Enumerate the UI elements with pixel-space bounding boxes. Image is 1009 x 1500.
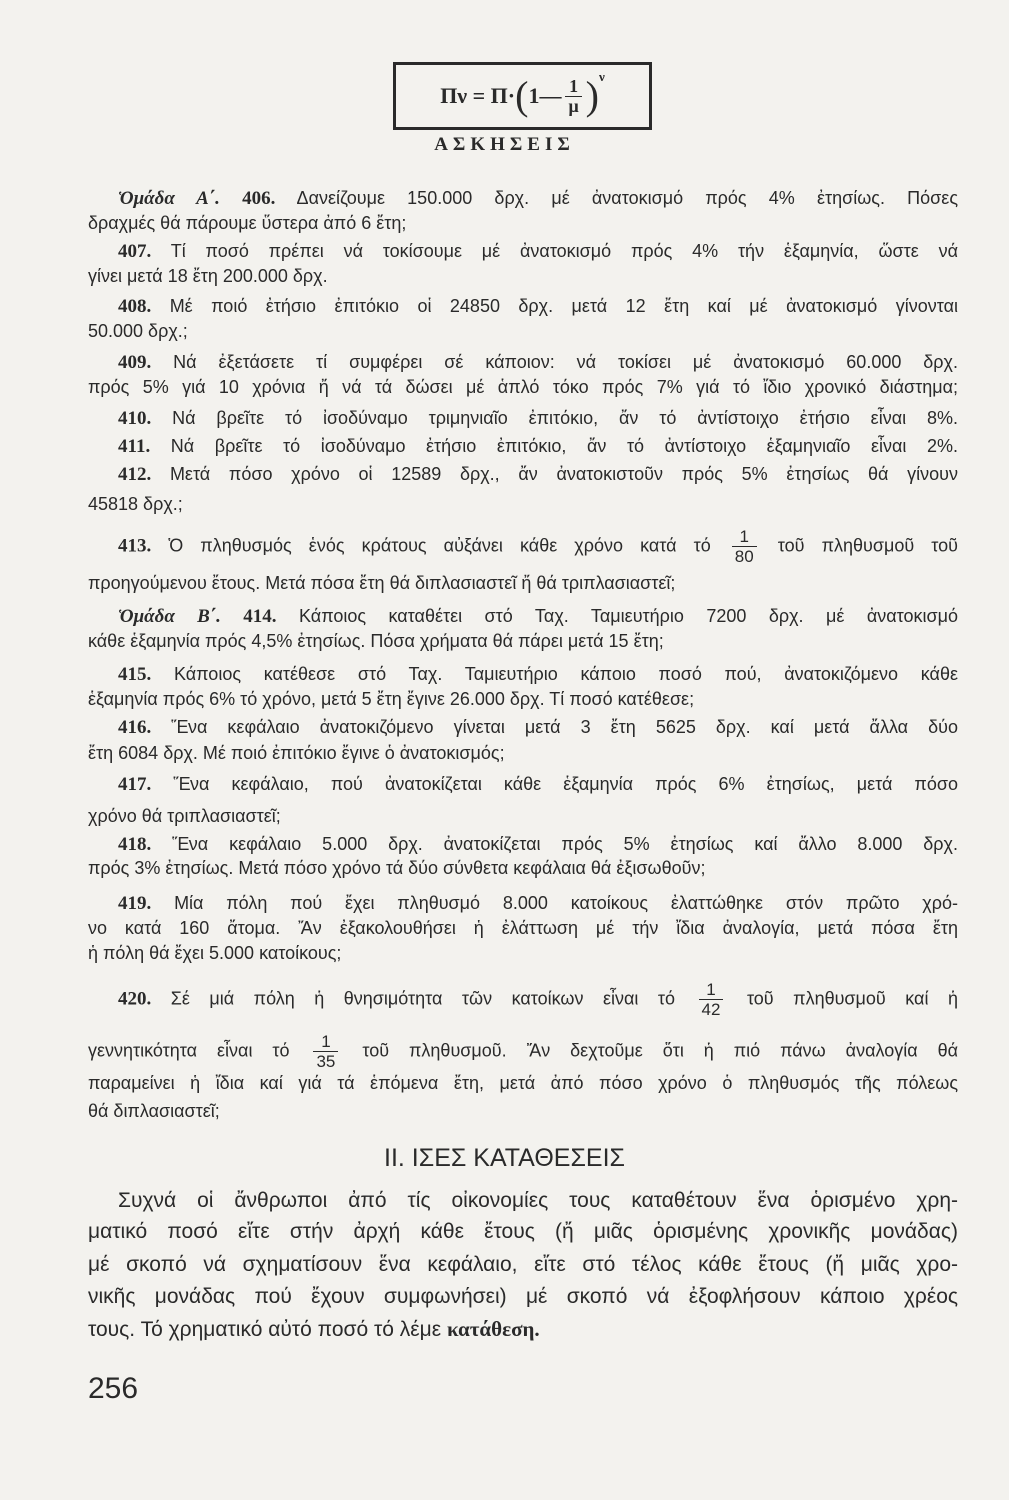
ex-409-line2: πρός 5% γιά 10 χρόνια ἤ νά τά δώσει μέ ἁπλό τόκο πρός 7% γιά τό ἴδιο χρονικό διάστημα; (88, 377, 958, 397)
frac-num: 1 (321, 1032, 331, 1051)
ex-410-line (118, 407, 958, 430)
ex-420-line4: θά διπλασιαστεῖ; (88, 1101, 220, 1121)
exercise-number: 416. (118, 717, 152, 738)
formula-one: 1— (528, 83, 562, 108)
para-text: τους. Τό χρηματικό αὐτό ποσό τό λέμε (88, 1318, 442, 1341)
frac-den: 80 (732, 546, 757, 566)
exercise-number: 420. (118, 988, 152, 1010)
formula-paren-close: ) (585, 73, 599, 118)
frac-num: 1 (569, 75, 579, 96)
ex-413-line2: προηγούμενου ἔτους. Μετά πόσα ἔτη θά διπλασιαστεῖ ἤ θά τριπλασιαστεῖ; (88, 573, 676, 593)
exercise-number: 417. (118, 774, 152, 795)
ex-420-line3: παραμείνει ἡ ἴδια καί γιά τά ἑπόμενα ἔτη, μετά ἀπό πόσο χρόνο ὁ πληθυσμός τῆς πόλεως (88, 1073, 958, 1093)
formula-paren-open: ( (515, 73, 529, 118)
ex-419-line (118, 892, 958, 915)
exercise-number: 413. (118, 535, 152, 557)
ex-420-line (118, 980, 958, 1019)
term-bold: κατάθεση. (446, 1317, 540, 1341)
ex-417-line (118, 773, 958, 796)
ex-407-line (118, 240, 958, 263)
formula-exponent: ν (599, 69, 605, 84)
exercise-text: Σέ μιά πόλη ἡ θνησιμότητα τῶν κατοίκων εἶναι τό (170, 988, 676, 1009)
formula-box (393, 62, 652, 130)
ex-415-line (118, 663, 958, 686)
ex-411-line (118, 435, 958, 458)
ex-408-line2: 50.000 δρχ.; (88, 321, 188, 341)
exercise-number: 414. (243, 606, 277, 627)
section-para-line: νικῆς μονάδας πού ἔχουν συμφωνήσει) μέ σκοπό νά ἐξοφλήσουν κάποιο χρέος (88, 1285, 958, 1308)
exercise-number: 412. (118, 464, 152, 485)
ex-412-line (118, 463, 958, 486)
exercise-text: Νά βρεῖτε τό ἰσοδύναμο τριμηνιαῖο ἐπιτόκιο, ἄν τό ἀντίστοιχο ἐτήσιο εἶναι 8%. (172, 408, 958, 428)
ex-418-line2: πρός 3% ἐτησίως. Μετά πόσο χρόνο τά δύο σύνθετα κεφάλαια θά ἐξισωθοῦν; (88, 858, 706, 878)
ex-419-line2: νο κατά 160 ἄτομα. Ἄν ἐξακολουθήσει ἡ ἐλάττωση μέ τήν ἴδια ἀναλογία, μετά πόσα ἔτη (88, 918, 958, 938)
ex-409-line (118, 351, 958, 374)
frac-num: 1 (706, 980, 716, 999)
ex-420-line2 (88, 1032, 958, 1071)
ex-407-line2: γίνει μετά 18 ἔτη 200.000 δρχ. (88, 266, 328, 286)
exercise-text: τοῦ πληθυσμοῦ. Ἄν δεχτοῦμε ὅτι ἡ πιό πάνω ἀναλογία θά (362, 1040, 958, 1061)
ex-408-line (118, 295, 958, 318)
exercise-text: Ἕνα κεφάλαιο ἀνατοκιζόμενο γίνεται μετά 3 ἔτη 5625 δρχ. καί μετά ἄλλα δύο (171, 717, 958, 737)
section-heading: II. ΙΣΕΣ ΚΑΤΑΘΕΣΕΙΣ (384, 1144, 625, 1172)
exercise-text: Μία πόλη πού ἔχει πληθυσμό 8.000 κατοίκους ἐλαττώθηκε στόν πρῶτο χρό- (174, 893, 958, 913)
exercise-text: Μέ ποιό ἐτήσιο ἐπιτόκιο οἱ 24850 δρχ. μετά 12 ἔτη καί μέ ἀνατοκισμό γίνονται (169, 296, 958, 316)
exercise-text: Τί ποσό πρέπει νά τοκίσουμε μέ ἀνατοκισμό πρός 4% τήν ἑξαμηνία, ὥστε νά (170, 241, 958, 261)
exercises-title: ΑΣΚΗΣΕΙΣ (434, 134, 575, 155)
frac-den: 35 (313, 1051, 338, 1071)
section-para-line: μέ σκοπό νά σχηματίσουν ἕνα κεφάλαιο, εἴτε στό τέλος κάθε ἔτους (ἤ μιᾶς χρο- (88, 1253, 958, 1276)
exercise-text: Δανείζουμε 150.000 δρχ. μέ ἀνατοκισμό πρός 4% ἐτησίως. Πόσες (296, 188, 958, 208)
exercise-text: γεννητικότητα εἶναι τό (88, 1040, 290, 1061)
formula-fraction (565, 77, 581, 116)
section-para-line: Συχνά οἱ ἄνθρωποι ἀπό τίς οἰκονομίες τους καταθέτουν ἕνα ὁρισμένο χρη- (118, 1189, 958, 1212)
exercise-text: τοῦ πληθυσμοῦ καί ἡ (746, 988, 958, 1009)
fraction-1-80 (732, 527, 757, 566)
ex-417-line2: χρόνο θά τριπλασιαστεῖ; (88, 806, 281, 826)
exercise-text: Κάποιος κατέθεσε στό Ταχ. Ταμιευτήριο κάποιο ποσό πού, ἀνατοκιζόμενο κάθε (173, 664, 958, 684)
ex-416-line (118, 716, 958, 739)
exercise-number: 418. (118, 834, 152, 855)
exercise-number: 415. (118, 664, 152, 685)
frac-den: 42 (699, 999, 724, 1019)
exercise-number: 410. (118, 408, 152, 429)
exercise-text: Ἕνα κεφάλαιο, πού ἀνατοκίζεται κάθε ἑξαμηνία πρός 6% ἐτησίως, μετά πόσο (173, 774, 958, 794)
section-para-line (88, 1316, 958, 1343)
page-number: 256 (88, 1372, 139, 1405)
ex-406-line2: δραχμές θά πάρουμε ὕστερα ἀπό 6 ἔτη; (88, 213, 407, 233)
exercise-number: 406. (242, 188, 276, 209)
ex-418-line (118, 833, 958, 856)
group-b-label: Ὁμάδα Β΄. (118, 606, 221, 627)
exercise-text: Ἕνα κεφάλαιο 5.000 δρχ. ἀνατοκίζεται πρός 5% ἐτησίως καί ἄλλο 8.000 δρχ. (172, 834, 958, 854)
exercise-text: Κάποιος καταθέτει στό Ταχ. Ταμιευτήριο 7200 δρχ. μέ ἀνατοκισμό (299, 606, 958, 626)
section-para-line: ματικό ποσό εἴτε στήν ἀρχή κάθε ἔτους (ἤ μιᾶς ὁρισμένης χρονικῆς μονάδας) (88, 1220, 958, 1243)
exercise-number: 407. (118, 241, 152, 262)
exercise-number: 419. (118, 893, 152, 914)
exercise-text: Ὁ πληθυσμός ἑνός κράτους αὐξάνει κάθε χρόνο κατά τό (168, 535, 711, 556)
formula-lhs: Πν = Π· (440, 83, 516, 108)
exercise-text: Μετά πόσο χρόνο οἱ 12589 δρχ., ἄν ἀνατοκιστοῦν πρός 5% ἐτησίως θά γίνουν (169, 464, 958, 484)
ex-413-line (118, 527, 958, 566)
exercise-text: Νά βρεῖτε τό ἰσοδύναμο ἐτήσιο ἐπιτόκιο, ἄν τό ἀντίστοιχο ἑξαμηνιαῖο εἶναι 2%. (170, 436, 958, 456)
ex-412-line2: 45818 δρχ.; (88, 494, 183, 514)
ex-415-line2: ἑξαμηνία πρός 6% τό χρόνο, μετά 5 ἔτη ἔγινε 26.000 δρχ. Τί ποσό κατέθεσε; (88, 689, 695, 709)
fraction-1-42 (699, 980, 724, 1019)
exercise-number: 411. (118, 436, 151, 457)
exercise-text: τοῦ πληθυσμοῦ τοῦ (777, 535, 958, 556)
ex-419-line3: ἡ πόλη θά ἔχει 5.000 κατοίκους; (88, 943, 342, 963)
ex-416-line2: ἔτη 6084 δρχ. Μέ ποιό ἐπιτόκιο ἔγινε ὁ ἀνατοκισμός; (88, 743, 505, 763)
exercise-number: 408. (118, 296, 152, 317)
fraction-1-35 (313, 1032, 338, 1071)
ex-414-line2: κάθε ἑξαμηνία πρός 4,5% ἐτησίως. Πόσα χρήματα θά πάρει μετά 15 ἔτη; (88, 631, 664, 651)
frac-num: 1 (739, 527, 749, 546)
frac-den: μ (565, 96, 581, 116)
ex-414-line (118, 605, 958, 628)
ex-406-line (118, 187, 958, 210)
exercise-text: Νά ἐξετάσετε τί συμφέρει σέ κάποιον: νά τοκίσει μέ ἀνατοκισμό 60.000 δρχ. (173, 352, 958, 372)
exercise-number: 409. (118, 352, 152, 373)
group-a-label: Ὁμάδα Α΄. (118, 188, 220, 209)
